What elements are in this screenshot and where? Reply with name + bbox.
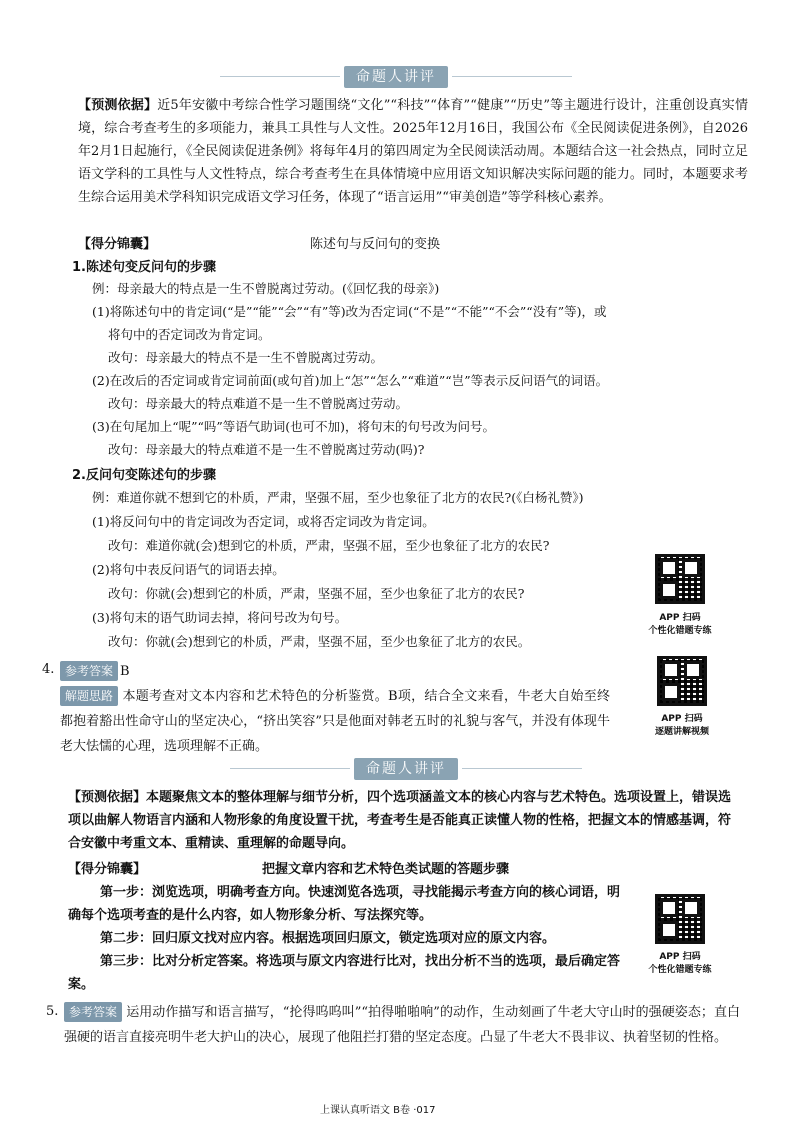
answer-value: B: [120, 664, 130, 679]
qr-code-icon[interactable]: [655, 894, 705, 944]
example-2: 例：难道你就不想到它的朴质，严肃，坚强不屈，至少也象征了北方的农民?(《白杨礼赞》): [92, 490, 584, 505]
qr-caption: APP 扫码 个性化错题专练: [648, 952, 712, 975]
score-title: 把握文章内容和艺术特色类试题的答题步骤: [262, 862, 510, 877]
qr-code-icon[interactable]: [655, 554, 705, 604]
prediction-basis: [78, 94, 748, 209]
commentary-banner: 命题人讲评: [354, 758, 458, 780]
qr-caption: APP 扫码 逐题讲解视频: [654, 714, 709, 737]
question-number: 4.: [42, 662, 55, 677]
analysis: [60, 684, 610, 759]
answer-tag: 参考答案: [60, 661, 118, 681]
analysis-text: 本题考查对文本内容和艺术特色的分析鉴赏。B项，结合全文来看，牛老大自始至终都抱着豁出性命守山的坚定决心，“挤出笑容”只是他面对韩老五时的礼貌与客气，并没有体现牛老大怯懦的心理，选项理解不正确。: [60, 689, 610, 754]
basis-text: 本题聚焦文本的整体理解与细节分析，四个选项涵盖文本的核心内容与艺术特色。选项设置上，错误选项以曲解人物语言内涵和人物形象的角度设置干扰，考查考生是否能真正读懂人物的性格，把握文本的情感基调，符合安徽中考重文本、重精读、重理解的命题导向。: [68, 790, 732, 851]
commentary-banner: 命题人讲评: [344, 66, 448, 88]
basis-text: 近5年安徽中考综合性学习题围绕“文化”“科技”“体育”“健康”“历史”等主题进行设计，注重创设真实情境，综合考查考生的多项能力，兼具工具性与人文性。2025年12月16日，我国公布《全民阅读促进条例》，自2026年2月1日起施行，《全民阅读促进条例》将每年4月的第四周定为全民阅读活动周。本题结合这一社会热点，同时立足语文学科的工具性与人文性特点，综合考查考生在具体情境中应用语文知识解决实际问题的能力。同时，本题要求考生综合运用美术学科知识完成语文学习任务，体现了“语言运用”“审美创造”等学科核心素养。: [78, 98, 748, 205]
step-1c: 改句：母亲最大的特点不是一生不曾脱离过劳动。: [108, 350, 384, 365]
basis-tag: 【预测依据】: [78, 98, 158, 113]
answer-row: [60, 660, 130, 681]
rev-step-2b: 改句：你就(会)想到它的朴质，严肃，坚强不屈，至少也象征了北方的农民?: [108, 586, 525, 601]
score-tag: 【得分锦囊】: [78, 237, 157, 252]
rev-step-3a: (3)将句末的语气助词去掉，将问号改为句号。: [92, 610, 348, 625]
heading-1: 1.陈述句变反问句的步骤: [72, 260, 216, 275]
question-number: 5.: [46, 1004, 59, 1019]
step-3a: (3)在句尾加上“呢”“吗”等语气助词(也可不加)，将句末的句号改为问号。: [92, 419, 496, 434]
score-tag: 【得分锦囊】: [68, 862, 147, 877]
example-1: 例：母亲最大的特点是一生不曾脱离过劳动。(《回忆我的母亲》): [92, 281, 440, 296]
qr-code-icon[interactable]: [657, 656, 707, 706]
qr-caption: APP 扫码 个性化错题专练: [648, 613, 712, 636]
page-footer: 上课认真听语文 B卷 ·017: [320, 1105, 436, 1116]
step-three: 第三步：比对分析定答案。将选项与原文内容进行比对，找出分析不当的选项，最后确定答案。: [68, 954, 621, 992]
step-2b: 改句：母亲最大的特点难道不是一生不曾脱离过劳动。: [108, 396, 409, 411]
step-1a: (1)将陈述句中的肯定词(“是”“能”“会”“有”等)改为否定词(“不是”“不能”“不会”“没有”等)，或: [92, 304, 607, 319]
answer-tag: 参考答案: [64, 1002, 122, 1022]
step-two: 第二步：回归原文找对应内容。根据选项回归原文，锁定选项对应的原文内容。: [100, 931, 556, 946]
step-2a: (2)在改后的否定词或肯定词前面(或句首)加上“怎”“怎么”“难道”“岂”等表示反问语气的词语。: [92, 373, 609, 388]
rev-step-1a: (1)将反问句中的肯定词改为否定词，或将否定词改为肯定词。: [92, 514, 435, 529]
prediction-basis-2: [68, 786, 740, 855]
score-title: 陈述句与反问句的变换: [310, 237, 441, 252]
step-1b: 将句中的否定词改为肯定词。: [108, 327, 271, 342]
step-one: 第一步：浏览选项，明确考查方向。快速浏览各选项，寻找能揭示考查方向的核心词语，明确每个选项考查的是什么内容，如人物形象分析、写法探究等。: [68, 885, 621, 923]
answer-text: 运用动作描写和语言描写，“抡得呜呜叫”“拍得啪啪响”的动作，生动刻画了牛老大守山时的强硬姿态；直白强硬的语言直接亮明牛老大护山的决心，展现了他阻拦打猎的坚定态度。凸显了牛老大不畏非议、执着坚韧的性格。: [64, 1005, 740, 1045]
rev-step-1b: 改句：难道你就(会)想到它的朴质，严肃，坚强不屈，至少也象征了北方的农民?: [108, 538, 550, 553]
analysis-tag: 解题思路: [60, 686, 118, 706]
heading-2: 2.反问句变陈述句的步骤: [72, 468, 216, 483]
step-3b: 改句：母亲最大的特点难道不是一生不曾脱离过劳动(吗)?: [108, 442, 425, 457]
rev-step-3b: 改句：你就(会)想到它的朴质，严肃，坚强不屈，至少也象征了北方的农民。: [108, 634, 531, 649]
basis-tag: 【预测依据】: [68, 790, 147, 805]
rev-step-2a: (2)将句中表反问语气的词语去掉。: [92, 562, 285, 577]
q5-answer: [64, 1000, 740, 1050]
